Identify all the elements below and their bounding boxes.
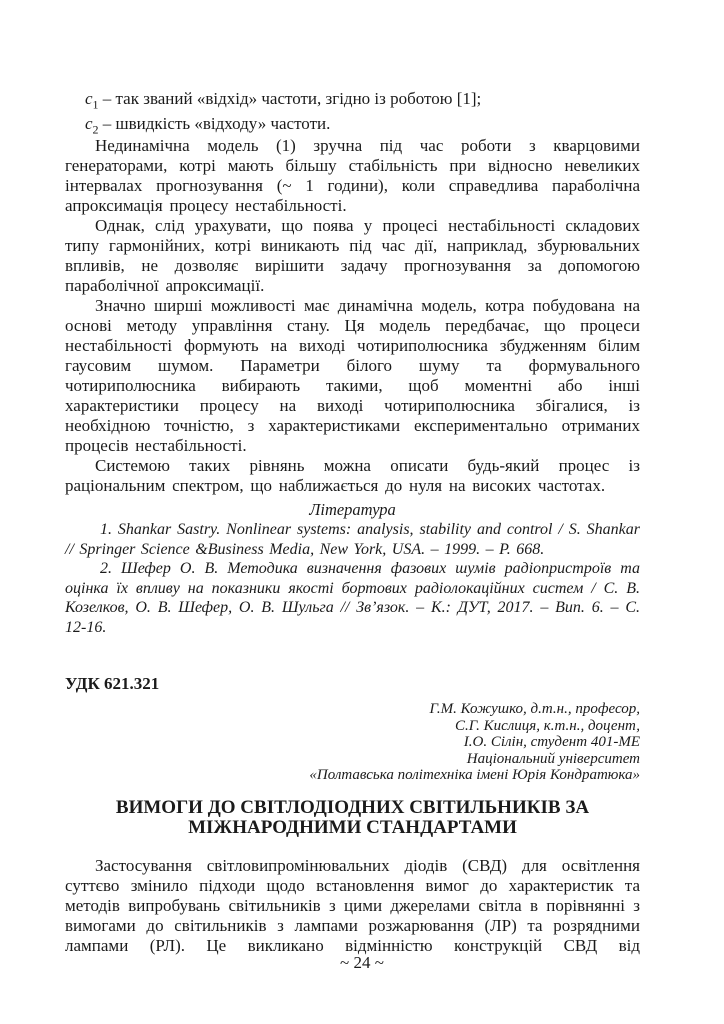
- author-line: С.Г. Кислиця, к.т.н., доцент,: [454, 717, 640, 734]
- previous-article-section: [65, 86, 640, 637]
- reference-item: 2. Шефер О. В. Методика визначення фазових шумів радіопристроїв та оцінка їх впливу на показники якості бортових радіолокаційних систем / С. В. Козелков, О. В. Шефер, О. В. Шульга // Зв’язок. – К.: ДУТ, 2017. – Вип. 6. – С. 12-16.: [65, 560, 640, 636]
- body-paragraph: Нединамічна модель (1) зручна під час роботи з кварцовими генераторами, котрі мають більшу стабільність при відносно невеликих інтервалах прогнозування (~ 1 години), коли справедлива параболічна апроксимація процесу нестабільності.: [65, 136, 640, 215]
- variable-c1: c: [85, 89, 93, 108]
- page-content: [65, 86, 640, 973]
- article-title: [65, 798, 640, 838]
- author-line: Г.М. Кожушко, д.т.н., професор,: [429, 701, 640, 717]
- body-paragraph: Однак, слід урахувати, що поява у процесі нестабільності складових типу гармонійних, котрі виникають під час дії, наприклад, збурювальних впливів, не дозволяє вирішити задачу прогнозування за допомогою параболічної апроксимації.: [65, 216, 640, 295]
- article-title-line: ВИМОГИ ДО СВІТЛОДІОДНИХ СВІТИЛЬНИКІВ ЗА: [115, 796, 590, 818]
- definition-line-c1: [85, 86, 640, 111]
- definition-text: – швидкість «відходу» частоти.: [98, 114, 331, 133]
- variable-c2: c: [85, 114, 93, 133]
- subscript-1: 1: [92, 97, 99, 112]
- page-number: ~ 24 ~: [340, 953, 384, 972]
- reference-item: 1. Shankar Sastry. Nonlinear systems: analysis, stability and control / S. Shankar // Springer Science &Business Media, New York, USA. – 1999. – P. 668.: [65, 521, 640, 558]
- body-paragraph: Значно ширші можливості має динамічна модель, котра побудована на основі методу управління стану. Ця модель передбачає, що процеси нестабільності формують на виході чотириполюсника збудженням білим гаусовим шумом. Параметри білого шуму та формувального чотириполюсника вибирають такими, щоб моментні або інші характеристики процесу на виході чотириполюсника збігалися, із необхідною точністю, з характеристиками експериментально отриманих процесів нестабільності.: [65, 296, 640, 455]
- subscript-2: 2: [92, 122, 99, 137]
- new-article-section: [65, 675, 640, 956]
- article-title-line: МІЖНАРОДНИМИ СТАНДАРТАМИ: [188, 816, 517, 838]
- references-heading: Література: [309, 500, 396, 519]
- intro-paragraph: Застосування світловипромінювальних діодів (СВД) для освітлення суттєво змінило підходи щодо встановлення вимог до характеристик та методів випробувань світильників з цими джерелами світла в порівнянні з вимогами до світильників з лампами розжарювання (ЛР) та розрядними лампами (РЛ). Це викликано відмінністю конструкцій СВД від: [65, 855, 640, 955]
- affiliation-line: Національний університет: [466, 750, 640, 767]
- definition-line-c2: [85, 111, 640, 136]
- affiliation-line: «Полтавська політехніка імені Юрія Кондратюка»: [309, 767, 640, 783]
- udc-label: УДК 621.321: [65, 674, 160, 693]
- author-line: І.О. Сілін, студент 401-МЕ: [463, 734, 640, 750]
- body-paragraph: Системою таких рівнянь можна описати будь-який процес із раціональним спектром, що наближається до нуля на високих частотах.: [65, 456, 640, 495]
- author-block: [65, 701, 640, 784]
- definition-text: – так званий «відхід» частоти, згідно із роботою [1];: [98, 89, 482, 108]
- definition-list: [65, 86, 640, 136]
